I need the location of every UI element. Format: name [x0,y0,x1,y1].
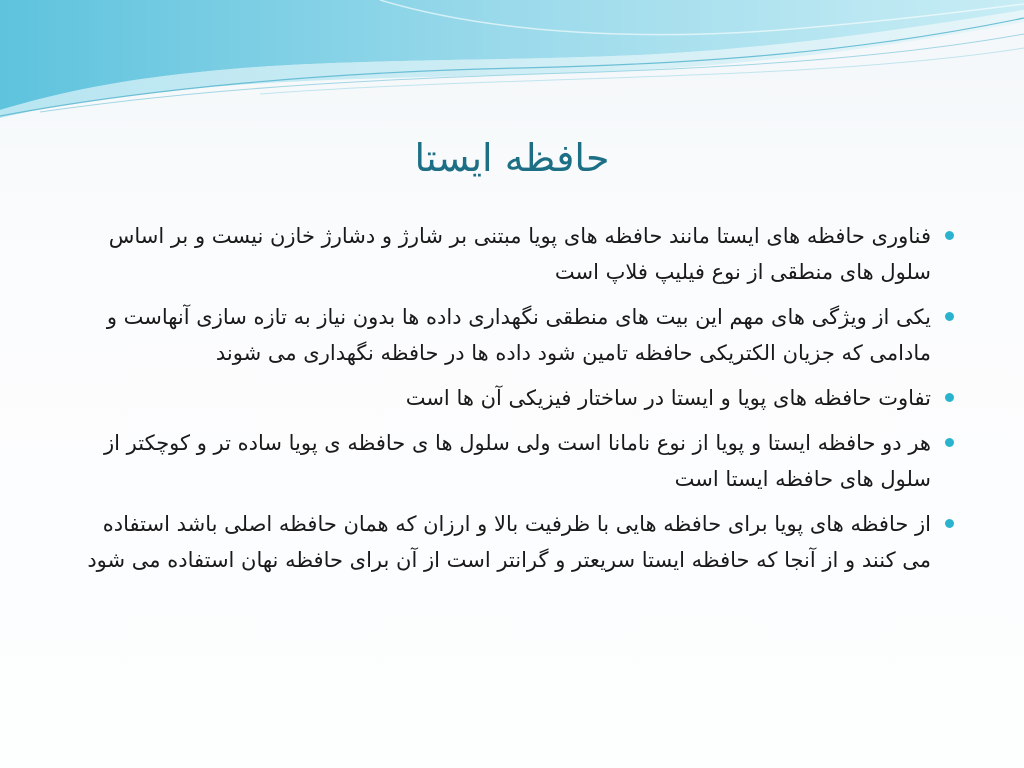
bullet-dot-icon [945,231,954,240]
bullet-text: فناوری حافظه های ایستا مانند حافظه های پویا مبتنی بر شارژ و دشارژ خازن نیست و بر اساس سلول های منطقی از نوع فیلیپ فلاپ است [108,224,931,284]
slide-title: حافظه ایستا [414,136,610,180]
bullet-text: از حافظه های پویا برای حافظه هایی با ظرفیت بالا و ارزان که همان حافظه اصلی باشد استفاده می کنند و از آنجا که حافظه ایستا سریعتر و گرانتر است از آن برای حافظه نهان استفاده می شود [87,512,931,572]
bullet-item [74,380,954,416]
bullet-dot-icon [945,519,954,528]
bullet-dot-icon [945,438,954,447]
bullet-item [74,506,954,578]
bullet-text: تفاوت حافظه های پویا و ایستا در ساختار فیزیکی آن ها است [405,386,931,410]
bullet-list [74,218,954,587]
bullet-item [74,425,954,497]
bullet-dot-icon [945,393,954,402]
bullet-text: یکی از ویژگی های مهم این بیت های منطقی نگهداری داده ها بدون نیاز به تازه سازی آنهاست و مادامی که جزیان الکتریکی حافظه تامین شود داده ها در حافظه نگهداری می شوند [106,305,931,365]
bullet-text: هر دو حافظه ایستا و پویا از نوع نامانا است ولی سلول ها ی حافظه ی پویا ساده تر و کوچکتر از سلول های حافظه ایستا است [104,431,931,491]
bullet-item [74,218,954,290]
bullet-item [74,299,954,371]
bullet-dot-icon [945,312,954,321]
wave-decoration [0,0,1024,140]
